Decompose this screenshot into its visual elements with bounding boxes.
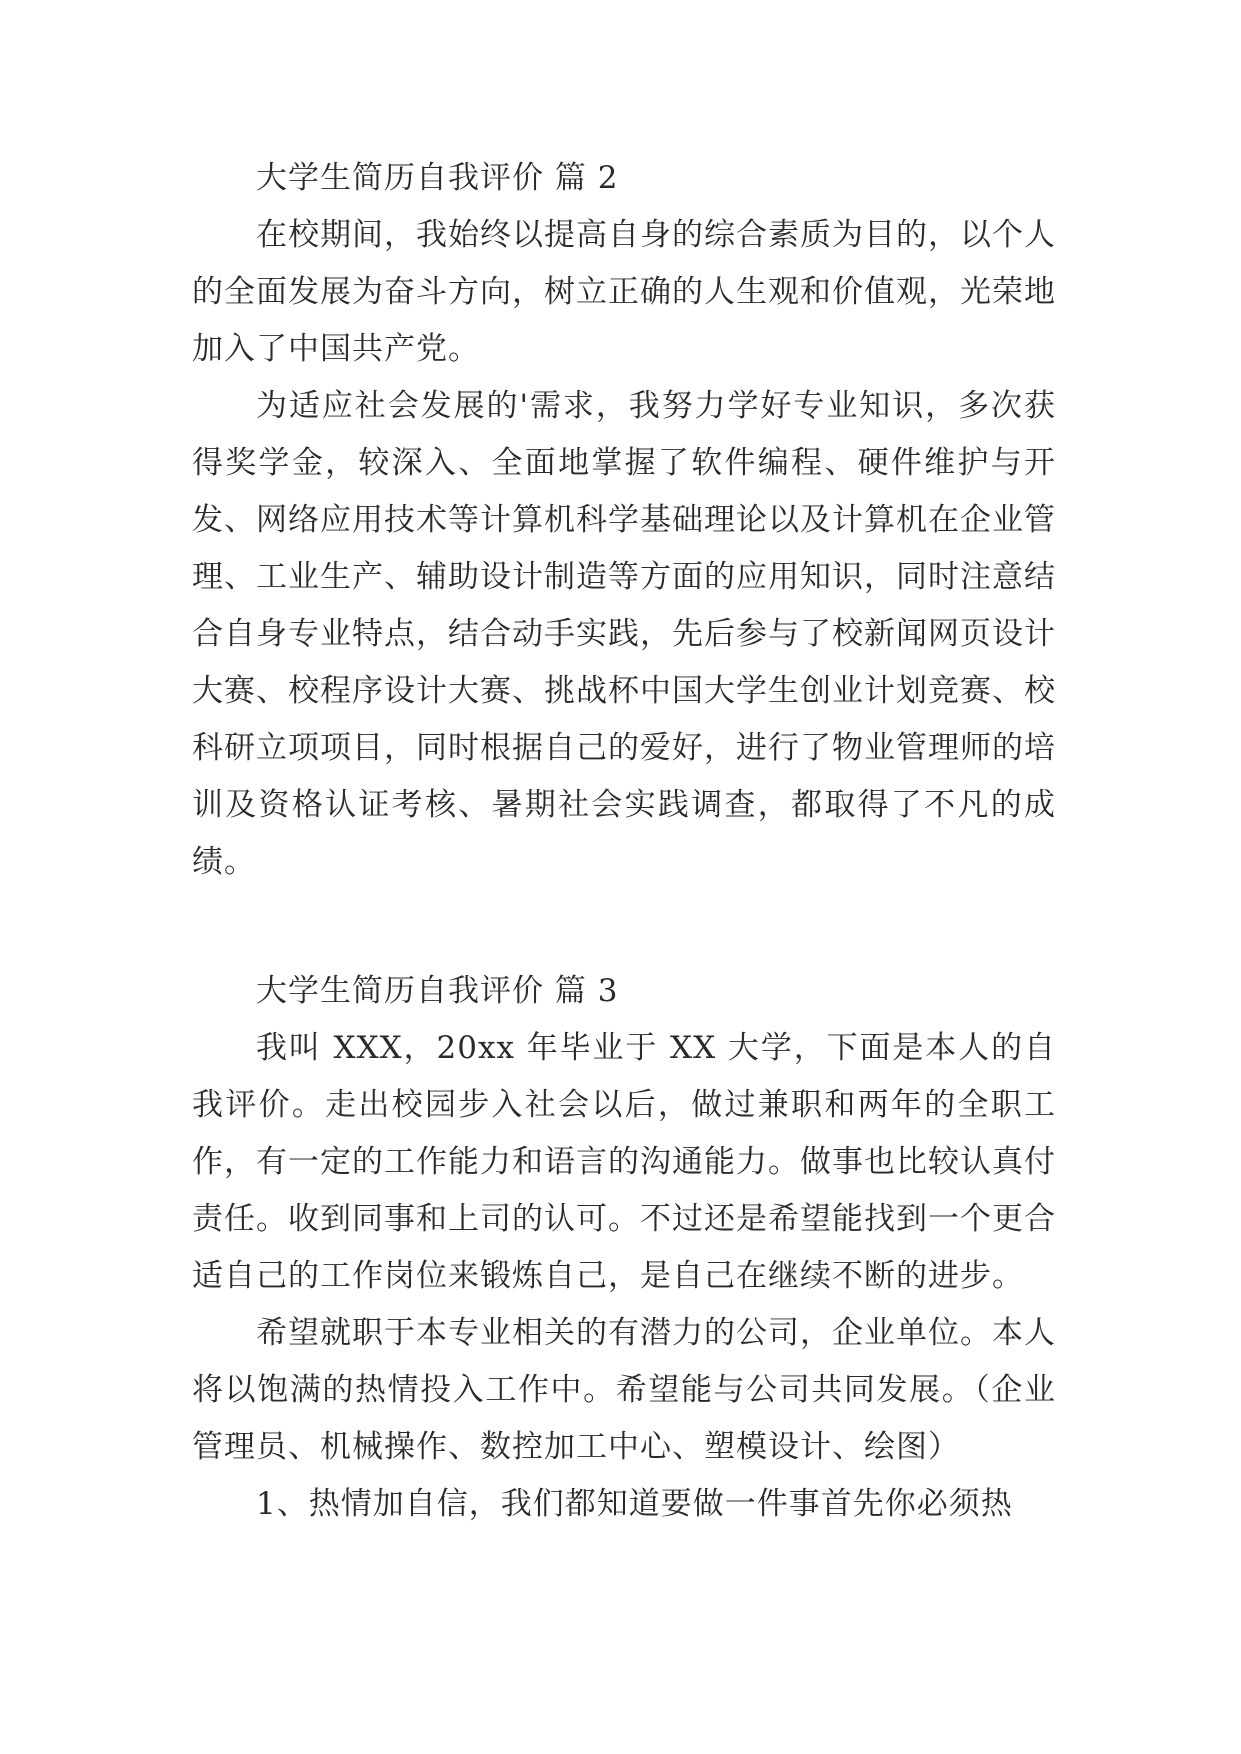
section-heading: 大学生简历自我评价 篇 3: [256, 973, 619, 1009]
section-spacer: [192, 891, 1056, 963]
paragraph: 在校期间，我始终以提高自身的综合素质为目的，以个人的全面发展为奋斗方向，树立正确的人生观和价值观，光荣地加入了中国共产党。: [192, 217, 1056, 367]
section-heading: 大学生简历自我评价 篇 2: [256, 160, 619, 196]
paragraph: 1、热情加自信，我们都知道要做一件事首先你必须热: [256, 1486, 1013, 1522]
paragraph: 希望就职于本专业相关的有潜力的公司，企业单位。本人将以饱满的热情投入工作中。希望能与公司共同发展。（企业管理员、机械操作、数控加工中心、塑模设计、绘图）: [192, 1315, 1056, 1465]
section-2: [192, 150, 1056, 891]
section-3: [192, 963, 1056, 1533]
paragraph: 为适应社会发展的'需求，我努力学好专业知识，多次获得奖学金，较深入、全面地掌握了软件编程、硬件维护与开发、网络应用技术等计算机科学基础理论以及计算机在企业管理、工业生产、辅助设计制造等方面的应用知识，同时注意结合自身专业特点，结合动手实践，先后参与了校新闻网页设计大赛、校程序设计大赛、挑战杯中国大学生创业计划竞赛、校科研立项项目，同时根据自己的爱好，进行了物业管理师的培训及资格认证考核、暑期社会实践调查，都取得了不凡的成绩。: [192, 388, 1056, 880]
document-body: [192, 150, 1056, 1533]
paragraph: 我叫 XXX，20xx 年毕业于 XX 大学，下面是本人的自我评价。走出校园步入社会以后，做过兼职和两年的全职工作，有一定的工作能力和语言的沟通能力。做事也比较认真付责任。收到同事和上司的认可。不过还是希望能找到一个更合适自己的工作岗位来锻炼自己，是自己在继续不断的进步。: [192, 1030, 1056, 1294]
